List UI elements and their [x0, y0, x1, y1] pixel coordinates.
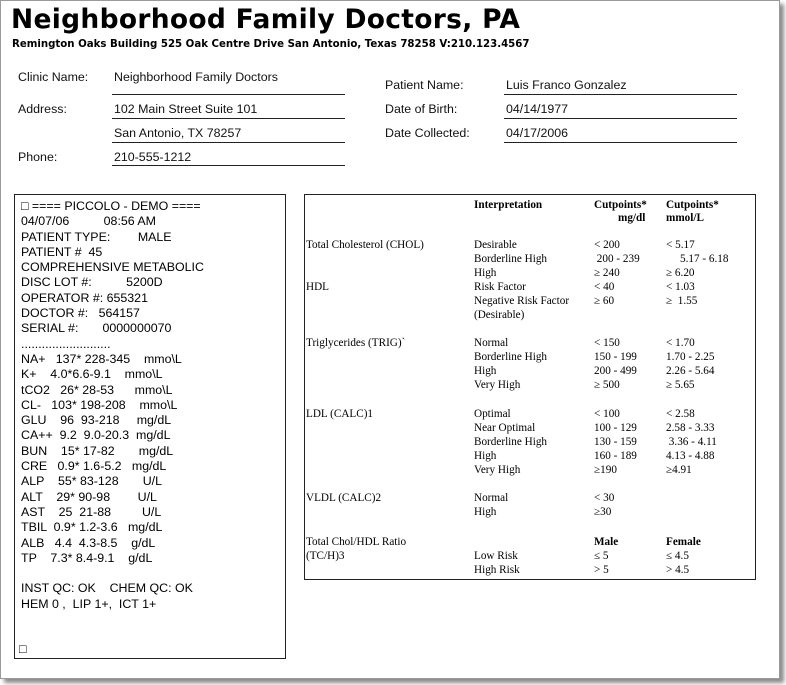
address-line-2: San Antonio, TX 78257: [114, 126, 242, 140]
address-line-1: 102 Main Street Suite 101: [114, 102, 258, 116]
cutpoint-mg-cell: 100 - 129: [594, 422, 637, 434]
printout-line: CRE 0.9* 1.6-5.2 mg/dL: [21, 459, 167, 474]
cutpoint-mmol-cell: 5.17 - 6.18: [666, 253, 729, 265]
printout-line: INST QC: OK CHEM QC: OK: [21, 581, 193, 596]
interpretation-cell: Optimal: [474, 408, 511, 420]
printout-end-mark: □: [19, 642, 27, 656]
printout-line: ALP 55* 83-128 U/L: [21, 474, 162, 489]
cutpoint-mmol-cell: < 5.17: [666, 239, 695, 251]
cutpoint-mg-cell: ≥30: [594, 506, 612, 518]
ratio-female-header: Female: [666, 536, 701, 548]
printout-line: tCO2 26* 28-53 mmo\L: [21, 382, 173, 397]
phone-label: Phone:: [18, 150, 58, 164]
cutpoint-mg-cell: < 30: [594, 492, 615, 504]
phone-value: 210-555-1212: [114, 150, 192, 164]
interpretation-cell: Negative Risk Factor: [474, 295, 570, 307]
interpretation-cell: Normal: [474, 337, 509, 349]
interpretation-cell: Borderline High: [474, 351, 548, 363]
test-name-cell: Triglycerides (TRIG)`: [306, 337, 406, 349]
date-collected-label: Date Collected:: [385, 126, 470, 140]
interpretation-cell: High: [474, 450, 497, 462]
ratio-male-value: ≤ 5: [594, 550, 609, 562]
cutpoint-mg-cell: < 100: [594, 408, 620, 420]
interpretation-cell: Normal: [474, 492, 509, 504]
interpretation-cell: Very High: [474, 464, 521, 476]
cutpoint-mg-cell: ≥190: [594, 464, 617, 476]
cutpoint-mmol-cell: ≥ 5.65: [666, 379, 695, 391]
printout-line: 04/07/06 08:56 AM: [21, 214, 157, 229]
cutpoints-mg-header: Cutpoints*: [594, 199, 647, 211]
date-collected-value: 04/17/2006: [506, 126, 569, 140]
cutpoint-mg-cell: < 150: [594, 337, 620, 349]
cutpoint-mmol-cell: ≥ 1.55: [666, 295, 698, 307]
ratio-interp: Low Risk: [474, 550, 518, 562]
patient-name-value: Luis Franco Gonzalez: [506, 78, 627, 92]
cutpoint-mg-cell: < 200: [594, 239, 620, 251]
test-name-cell: LDL (CALC)1: [306, 408, 374, 420]
interpretation-cell: Risk Factor: [474, 281, 526, 293]
cutpoint-mmol-cell: 2.26 - 5.64: [666, 365, 715, 377]
cutpoint-mmol-cell: < 1.03: [666, 281, 695, 293]
printout-line: PATIENT TYPE: MALE: [21, 229, 172, 244]
printout-line: ALB 4.4 4.3-8.5 g/dL: [21, 535, 156, 550]
dob-value: 04/14/1977: [506, 102, 569, 116]
interpretation-cell: Desirable: [474, 239, 517, 251]
interpretation-cell: High: [474, 365, 497, 377]
test-name-cell: HDL: [306, 281, 329, 293]
cutpoints-mmol-header: Cutpoints*: [666, 199, 719, 211]
interpretation-header: Interpretation: [474, 199, 543, 211]
interpretation-cell: Near Optimal: [474, 422, 536, 434]
cutpoint-mg-cell: ≥ 500: [594, 379, 620, 391]
printout-line: ALT 29* 90-98 U/L: [21, 489, 157, 504]
printout-line: COMPREHENSIVE METABOLIC: [21, 260, 204, 275]
test-name-cell: Total Cholesterol (CHOL): [306, 239, 424, 251]
cutpoint-mg-cell: ≥ 240: [594, 267, 620, 279]
cutpoint-mg-cell: 150 - 199: [594, 351, 637, 363]
analyzer-printout-box: [14, 194, 286, 659]
clinic-name-label: Clinic Name:: [18, 70, 89, 84]
interpretation-cell: High: [474, 267, 497, 279]
printout-line: CA++ 9.2 9.0-20.3 mg/dL: [21, 428, 171, 443]
cutpoint-mg-cell: 200 - 499: [594, 365, 637, 377]
clinic-name-underline: [112, 94, 345, 95]
interpretation-cell: Very High: [474, 379, 521, 391]
cutpoint-mg-cell: 160 - 189: [594, 450, 637, 462]
cutpoints-mg-unit: mg/dl: [618, 212, 646, 224]
address-line-1-underline: [112, 118, 345, 119]
cutpoint-mmol-cell: ≥ 6.20: [666, 267, 695, 279]
cutpoint-mg-cell: ≥ 60: [594, 295, 615, 307]
printout-line: DISC LOT #: 5200D: [21, 275, 163, 290]
cutpoint-mmol-cell: 3.36 - 4.11: [666, 436, 717, 448]
patient-name-underline: [504, 94, 737, 95]
printout-line: CL- 103* 198-208 mmo\L: [21, 397, 178, 412]
phone-underline: [112, 165, 345, 166]
dob-underline: [504, 118, 737, 119]
address-line-2-underline: [112, 142, 345, 143]
cutpoint-mg-cell: 200 - 239: [594, 253, 640, 265]
printout-line: BUN 15* 17-82 mg/dL: [21, 443, 174, 458]
practice-title: Neighborhood Family Doctors, PA: [11, 4, 521, 35]
reference-ranges-box: [304, 194, 756, 580]
interpretation-cell: Borderline High: [474, 436, 548, 448]
patient-name-label: Patient Name:: [385, 78, 464, 92]
ratio-female-value: ≤ 4.5: [666, 550, 689, 562]
printout-line: DOCTOR #: 564157: [21, 306, 140, 321]
printout-line: TBIL 0.9* 1.2-3.6 mg/dL: [21, 520, 163, 535]
printout-line: SERIAL #: 0000000070: [21, 321, 172, 336]
test-name-cell: VLDL (CALC)2: [306, 492, 382, 504]
practice-address-line: Remington Oaks Building 525 Oak Centre Drive San Antonio, Texas 78258 V:210.123.4567: [12, 39, 530, 50]
cutpoint-mg-cell: 130 - 159: [594, 436, 637, 448]
printout-line: ..........................: [21, 336, 111, 351]
cutpoint-mg-cell: < 40: [594, 281, 615, 293]
ratio-male-header: Male: [594, 536, 619, 548]
ratio-male-value: > 5: [594, 564, 609, 576]
printout-line: PATIENT # 45: [21, 244, 103, 259]
clinic-name-value: Neighborhood Family Doctors: [114, 70, 278, 84]
ratio-test-name-2: (TC/H)3: [306, 550, 345, 562]
interpretation-cell: High: [474, 506, 497, 518]
printout-line: TP 7.3* 8.4-9.1 g/dL: [21, 550, 153, 565]
cutpoint-mmol-cell: 4.13 - 4.88: [666, 450, 715, 462]
address-label: Address:: [18, 102, 67, 116]
printout-line: [21, 566, 204, 581]
printout-line: NA+ 137* 228-345 mmo\L: [21, 351, 182, 366]
cutpoint-mmol-cell: < 1.70: [666, 337, 695, 349]
cutpoints-mmol-unit: mmol/L: [666, 212, 704, 224]
printout-line: K+ 4.0*6.6-9.1 mmo\L: [21, 367, 163, 382]
interpretation-cell: (Desirable): [474, 309, 525, 321]
printout-line: GLU 96 93-218 mg/dL: [21, 413, 172, 428]
ratio-female-value: > 4.5: [666, 564, 690, 576]
interpretation-cell: Borderline High: [474, 253, 548, 265]
cutpoint-mmol-cell: ≥4.91: [666, 464, 692, 476]
ratio-test-name-1: Total Chol/HDL Ratio: [306, 536, 407, 548]
date-collected-underline: [504, 142, 737, 143]
printout-lines: [21, 199, 204, 612]
printout-line: OPERATOR #: 655321: [21, 290, 148, 305]
cutpoint-mmol-cell: 2.58 - 3.33: [666, 422, 715, 434]
printout-line: AST 25 21-88 U/L: [21, 504, 162, 519]
cutpoint-mmol-cell: 1.70 - 2.25: [666, 351, 715, 363]
ratio-interp: High Risk: [474, 564, 520, 576]
printout-line: □ ==== PICCOLO - DEMO ====: [21, 199, 201, 213]
cutpoint-mmol-cell: < 2.58: [666, 408, 695, 420]
dob-label: Date of Birth:: [385, 102, 458, 116]
printout-line: HEM 0 , LIP 1+, ICT 1+: [21, 596, 157, 611]
